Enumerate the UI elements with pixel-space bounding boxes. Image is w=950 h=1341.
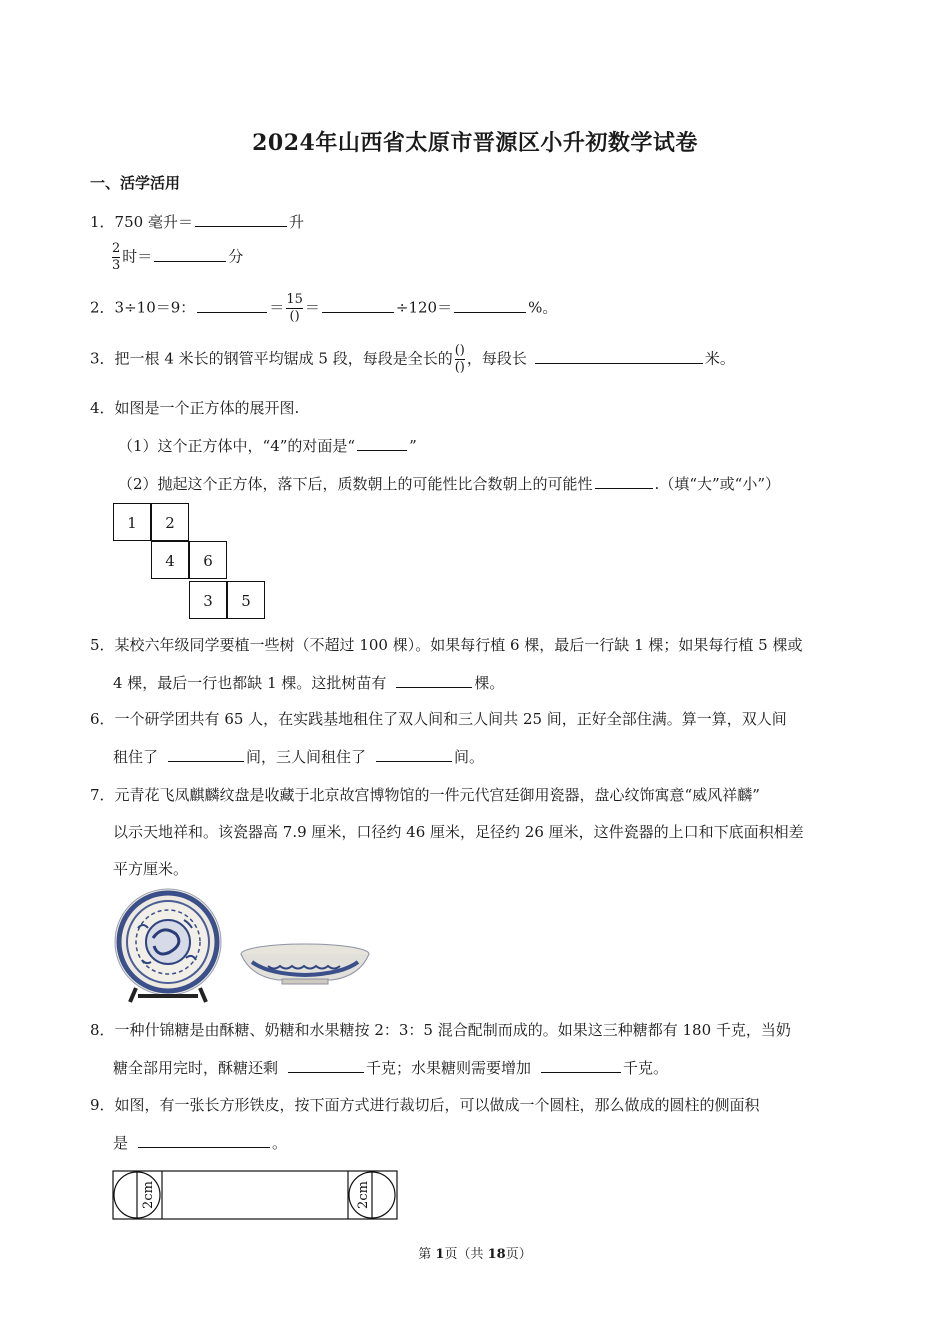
answer-blank [168,745,244,762]
question-7-line-1 [90,784,760,805]
answer-blank [454,296,526,313]
question-text: 一个研学团共有 65 人，在实践基地租住了双人间和三人间共 25 间，正好全部住满。算一算，双人间 [114,710,787,728]
fraction: $\frac{15}{()}$ [286,292,303,324]
cube-face: 4 [151,541,189,579]
question-number: 3． [90,349,115,368]
question-text: 3÷10＝9： [114,298,196,317]
answer-blank [541,1056,621,1073]
answer-blank [595,472,653,489]
cube-face: 2 [151,503,189,541]
question-number: 6． [90,710,115,728]
question-text: 把一根 4 米长的钢管平均锯成 5 段，每段是全长的 [114,349,453,368]
question-8-line-2: 糖全部用完时，酥糖还剩 千克；水果糖则需要增加 千克。 [113,1056,668,1078]
answer-blank [357,434,407,451]
answer-blank [396,671,472,688]
iron-sheet-diagram [110,1168,400,1224]
question-1-line-1 [90,210,304,232]
cube-face: 6 [189,541,227,579]
cube-net-diagram [113,503,273,621]
question-5-line-1 [90,634,802,655]
question-text: 如图是一个正方体的展开图. [114,399,300,417]
answer-blank [138,1131,270,1148]
question-1-line-2 [110,242,243,273]
answer-blank [376,745,452,762]
question-number: 2． [90,298,115,317]
question-4-part-2: （2）抛起这个正方体，落下后，质数朝上的可能性比合数朝上的可能性 .（填“大”或“小”） [118,472,780,494]
question-9-line-2: 是 。 [113,1131,287,1153]
question-5-line-2: 4 棵，最后一行也都缺 1 棵。这批树苗有 棵。 [113,671,504,693]
fraction: $\frac{2}{3}$ [112,241,121,273]
question-number: 4． [90,399,115,417]
question-6-line-1 [90,708,787,729]
question-text: 某校六年级同学要植一些树（不超过 100 棵）。如果每行植 6 棵，最后一行缺 1 棵；如果每行植 5 棵或 [114,636,803,654]
page-footer: 第 1页（共 18页） [418,1247,532,1262]
question-number: 9． [90,1096,115,1114]
cube-face: 1 [113,503,151,541]
question-text: 元青花飞凤麒麟纹盘是收藏于北京故宫博物馆的一件元代宫廷御用瓷器，盘心纹饰寓意“威风祥麟” [114,786,760,804]
unit-label: 分 [228,247,244,266]
question-text: 一种什锦糖是由酥糖、奶糖和水果糖按 2：3：5 混合配制而成的。如果这三种糖都有 180 千克，当奶 [114,1021,791,1039]
cube-face: 3 [189,581,227,619]
question-text: 如图，有一张长方形铁皮，按下面方式进行裁切后，可以做成一个圆柱，那么做成的圆柱的侧面积 [114,1096,760,1114]
answer-blank [197,296,267,313]
plate-side-view-image [238,940,373,988]
answer-blank [288,1056,364,1073]
answer-blank [195,210,287,227]
question-2: 2．3÷10＝9： ＝ $\frac{15}{()}$ ＝ ÷120＝ %。 [90,292,558,324]
question-text: 时＝ [122,247,153,266]
plate-top-view-image [108,888,228,1006]
total-pages: 18 [487,1247,506,1262]
question-number: 7． [90,786,115,804]
question-7-line-3: 平方厘米。 [113,860,189,878]
question-3: 3．把一根 4 米长的钢管平均锯成 5 段，每段是全长的 $\frac{()}{()}$ ，每段长 米。 [90,343,735,375]
question-number: 8． [90,1021,115,1039]
page-number: 1 [435,1247,445,1262]
question-6-line-2: 租住了 间，三人间租住了 间。 [113,745,484,767]
question-number: 1． [90,213,115,231]
diameter-label-right: 2cm [356,1181,371,1209]
page-title: 2024年山西省太原市晋源区小升初数学试卷 [252,130,698,156]
unit-label: 升 [288,213,304,231]
question-4 [90,397,299,418]
question-7-line-2: 以示天地祥和。该瓷器高 7.9 厘米，口径约 46 厘米，足径约 26 厘米，这件瓷器的上口和下底面积相差 [113,823,804,841]
question-number: 5． [90,636,115,654]
section-heading: 一、活学活用 [90,174,181,192]
question-8-line-1 [90,1019,791,1040]
question-text: 750 毫升＝ [114,213,193,231]
answer-blank [322,296,394,313]
diameter-label-left: 2cm [141,1181,156,1209]
question-9-line-1 [90,1094,760,1115]
answer-blank [535,347,703,364]
answer-blank [154,245,226,262]
fraction: $\frac{()}{()}$ [454,343,465,375]
cube-face: 5 [227,581,265,619]
question-4-part-1: （1）这个正方体中，“4”的对面是“ ” [118,434,417,456]
